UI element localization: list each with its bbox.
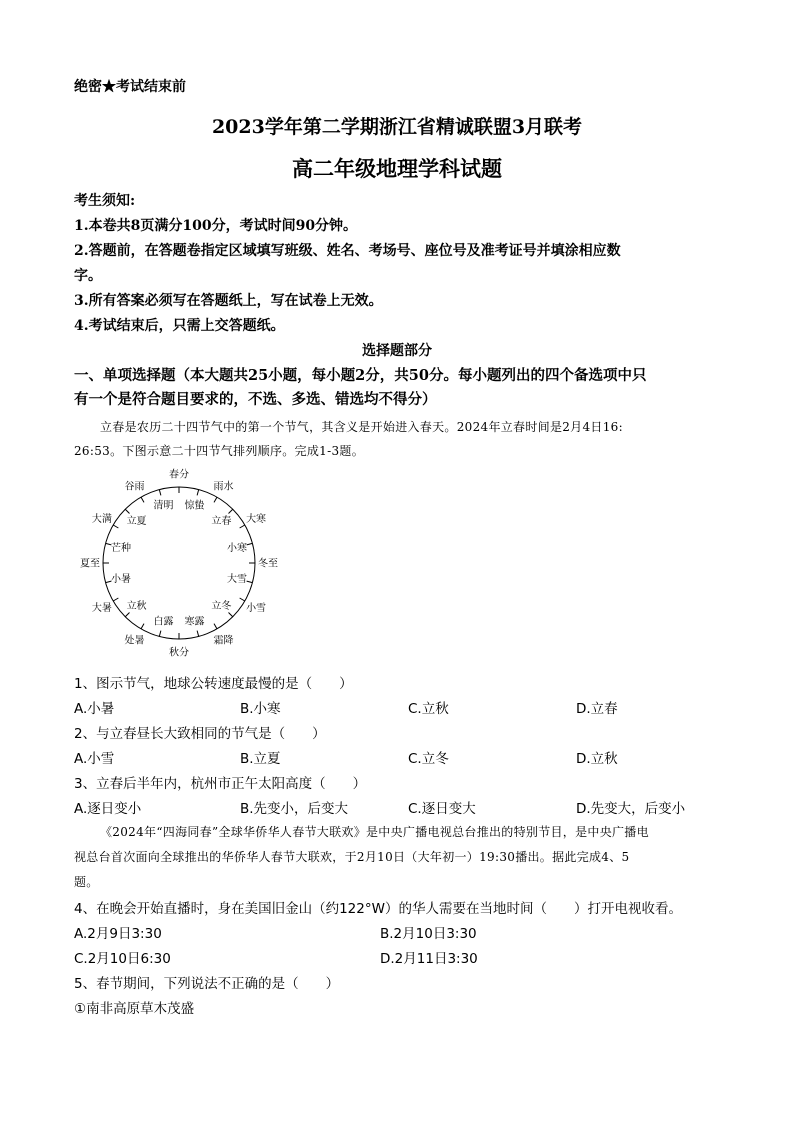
option-a: A.小雪 xyxy=(74,751,115,767)
option-c: C.立秋 xyxy=(408,701,449,717)
option-b: B.先变小，后变大 xyxy=(240,801,349,817)
circle-tick xyxy=(240,598,245,601)
option-c: C.立冬 xyxy=(408,751,449,767)
passage1-line: 26:53。下图示意二十四节气排列顺序。完成1-3题。 xyxy=(74,444,365,458)
outer-term-label: 春分 xyxy=(169,469,189,481)
outer-term-label: 霜降 xyxy=(213,635,234,647)
circle-tick xyxy=(113,598,118,601)
circle-ticks xyxy=(103,487,255,639)
passage2-line: 《2024年“四海同春”全球华侨华人春节大联欢》是中央广播电视总台推出的特别节目，是中央广播电 xyxy=(100,825,649,839)
question-stem: 2、与立春昼长大致相同的节气是（ ） xyxy=(74,726,326,742)
option-c: C.逐日变大 xyxy=(408,801,476,817)
statement-item: ①南非高原草木茂盛 xyxy=(74,1001,195,1017)
passage2-line: 题。 xyxy=(74,875,99,889)
circle-tick xyxy=(197,490,199,496)
circle-tick xyxy=(141,497,144,502)
option-d: D.立秋 xyxy=(576,751,618,767)
outer-term-label: 秋分 xyxy=(169,647,189,659)
circle-tick xyxy=(247,543,253,545)
option-d: D.先变大，后变小 xyxy=(576,801,686,817)
circle-tick xyxy=(247,581,253,583)
circle-tick xyxy=(228,509,232,513)
option-c: C.2月10日6:30 xyxy=(74,951,171,967)
instructions-line: 一、单项选择题（本大题共25小题，每小题2分，共50分。每小题列出的四个备选项中只 xyxy=(74,367,647,384)
question-stem: 1、图示节气，地球公转速度最慢的是（ ） xyxy=(74,676,353,692)
option-a: A.小暑 xyxy=(74,701,115,717)
circle-tick xyxy=(214,624,217,629)
circle-tick xyxy=(197,631,199,637)
inner-term-label: 惊蛰 xyxy=(184,500,205,512)
passage2-line: 视总台首次面向全球推出的华侨华人春节大联欢，于2月10日（大年初一）19:30播出。据此完成4、5 xyxy=(74,850,630,864)
option-b: B.2月10日3:30 xyxy=(380,926,477,942)
outer-term-label: 小雪 xyxy=(246,603,267,614)
notice-item: 字。 xyxy=(74,268,102,284)
option-d: D.立春 xyxy=(576,701,618,717)
outer-term-label: 冬至 xyxy=(258,558,278,570)
exam-title: 2023学年第二学期浙江省精诚联盟3月联考 xyxy=(211,116,583,138)
notice-heading: 考生须知: xyxy=(74,193,136,209)
instructions-line: 有一个是符合题目要求的，不选、多选、错选均不得分） xyxy=(74,391,437,408)
section-title: 选择题部分 xyxy=(362,343,432,359)
outer-term-label: 谷雨 xyxy=(124,481,145,493)
inner-term-label: 立冬 xyxy=(211,600,232,612)
inner-term-label: 小暑 xyxy=(111,574,132,586)
option-a: A.逐日变小 xyxy=(74,801,142,817)
circle-tick xyxy=(113,525,118,528)
inner-term-label: 清明 xyxy=(153,500,174,512)
question-stem: 5、春节期间，下列说法不正确的是（ ） xyxy=(74,976,340,992)
inner-term-label: 立春 xyxy=(211,516,232,528)
notice-item: 3.所有答案必须写在答题纸上，写在试卷上无效。 xyxy=(74,293,383,309)
circle-tick xyxy=(240,525,245,528)
inner-term-label: 芒种 xyxy=(111,542,132,554)
circle-tick xyxy=(214,497,217,502)
outer-term-label: 大满 xyxy=(91,514,112,525)
inner-term-label: 寒露 xyxy=(184,616,205,628)
notice-item: 1.本卷共8页满分100分，考试时间90分钟。 xyxy=(74,218,358,234)
inner-term-label: 立夏 xyxy=(126,516,147,528)
inner-term-label: 立秋 xyxy=(126,600,147,612)
circle-tick xyxy=(125,612,129,616)
passage1-line: 立春是农历二十四节气中的第一个节气，其含义是开始进入春天。2024年立春时间是2月4日16: xyxy=(100,420,623,434)
circle-tick xyxy=(228,612,232,616)
option-a: A.2月9日3:30 xyxy=(74,926,162,942)
question-stem: 3、立春后半年内，杭州市正午太阳高度（ ） xyxy=(74,776,367,792)
inner-term-label: 白露 xyxy=(153,616,174,628)
outer-term-label: 大寒 xyxy=(246,514,267,525)
outer-term-label: 大暑 xyxy=(91,603,112,614)
outer-term-label: 雨水 xyxy=(213,481,234,493)
notice-item: 2.答题前，在答题卷指定区域填写班级、姓名、考场号、座位号及准考证号并填涂相应数 xyxy=(74,243,621,259)
circle-tick xyxy=(125,509,129,513)
outer-term-label: 夏至 xyxy=(80,558,100,570)
option-d: D.2月11日3:30 xyxy=(380,951,478,967)
option-b: B.立夏 xyxy=(240,751,281,767)
exam-subtitle: 高二年级地理学科试题 xyxy=(292,156,502,181)
circle-tick xyxy=(141,624,144,629)
option-b: B.小寒 xyxy=(240,701,281,717)
solar-terms-diagram xyxy=(80,462,290,662)
question-stem: 4、在晚会开始直播时，身在美国旧金山（约122°W）的华人需要在当地时间（ ）打开电视收看。 xyxy=(74,901,682,917)
circle-tick xyxy=(159,631,161,637)
notice-item: 4.考试结束后，只需上交答题纸。 xyxy=(74,318,285,334)
confidential-mark: 绝密★考试结束前 xyxy=(74,79,186,95)
outer-term-label: 处暑 xyxy=(124,635,145,647)
inner-term-label: 大雪 xyxy=(226,574,247,586)
circle-tick xyxy=(159,490,161,496)
inner-term-label: 小寒 xyxy=(226,542,247,554)
